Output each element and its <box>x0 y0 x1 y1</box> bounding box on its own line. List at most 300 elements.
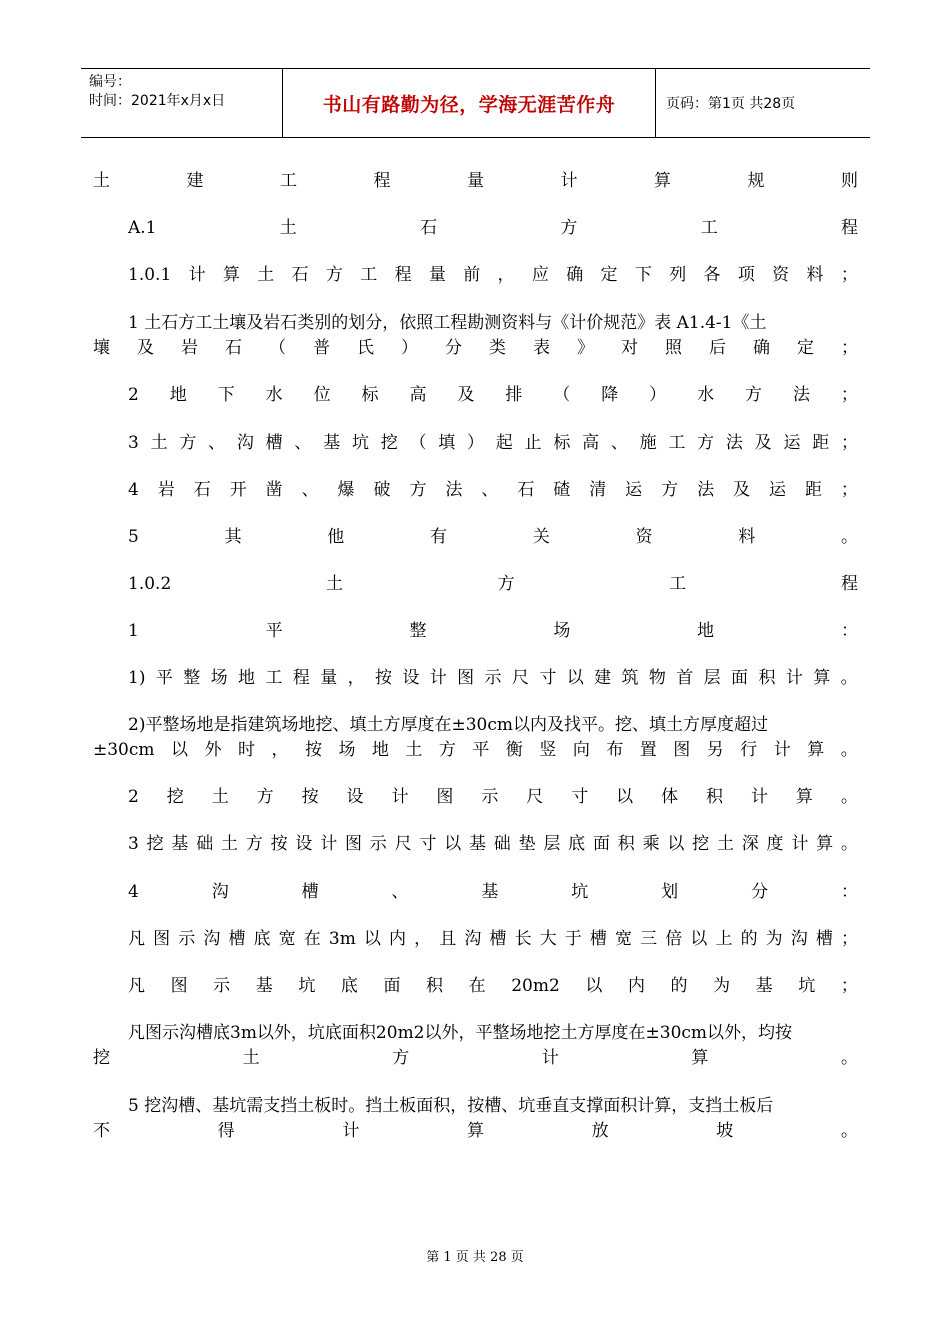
text-token: 平 <box>265 621 283 641</box>
text-token: 计 <box>188 265 206 285</box>
text-token: 算 <box>813 668 831 688</box>
text-token: 深 <box>741 834 759 854</box>
text-token: 沟 <box>464 929 482 949</box>
text-token: 算 <box>222 265 240 285</box>
text-token: 下 <box>634 265 652 285</box>
text-token: 示 <box>484 668 502 688</box>
text-token: 土 <box>716 834 734 854</box>
text-token: 2 <box>128 385 139 405</box>
text-token: 按 <box>374 668 392 688</box>
page-footer: 第 1 页 共 28 页 <box>426 1250 524 1265</box>
text-token: 1) <box>128 668 146 688</box>
text-token: 基 <box>255 976 273 996</box>
text-token: 槽 <box>589 929 607 949</box>
text-token: 距 <box>812 433 830 453</box>
text-token: 地 <box>371 740 389 760</box>
text-line <box>128 928 858 950</box>
text-token: 石 <box>225 338 242 358</box>
text-token: 。 <box>840 787 858 807</box>
text-token: 在 <box>468 976 486 996</box>
text-token: 计 <box>785 668 803 688</box>
text-token: 坡 <box>716 1121 734 1141</box>
text-token: 2 <box>128 787 139 807</box>
text-token: 整 <box>409 621 427 641</box>
text-line <box>128 526 858 548</box>
text-token: 照 <box>665 338 682 358</box>
text-line <box>128 217 858 239</box>
text-token: 以 <box>690 929 708 949</box>
text-token: 土 <box>93 171 110 191</box>
text-line: 5 挖沟槽、基坑需支挡土板时。挡土板面积，按槽、坑垂直支撑面积计算，支挡土板后 <box>128 1096 774 1116</box>
text-token: 方 <box>560 218 578 238</box>
text-token: 面 <box>592 834 610 854</box>
text-token: 资 <box>635 527 653 547</box>
text-token: 清 <box>589 480 607 500</box>
text-token: 放 <box>591 1121 609 1141</box>
text-token: 尺 <box>511 668 529 688</box>
text-token: 3 <box>128 834 139 854</box>
text-token: 场 <box>338 740 356 760</box>
text-token: 、 <box>481 480 499 500</box>
text-token: 以 <box>566 668 584 688</box>
text-token: 地 <box>238 668 256 688</box>
text-token: 有 <box>430 527 448 547</box>
text-token: 爆 <box>337 480 355 500</box>
text-token: 坑 <box>351 433 369 453</box>
text-token: 场 <box>553 621 571 641</box>
text-token: 图 <box>345 834 362 854</box>
text-token: ； <box>840 976 858 996</box>
text-token: 排 <box>505 385 523 405</box>
text-token: 分 <box>751 882 769 902</box>
text-token: ， <box>497 265 515 285</box>
text-token: 沟 <box>203 929 221 949</box>
text-token: ： <box>840 621 858 641</box>
text-token: 。 <box>840 527 858 547</box>
text-token: 平 <box>472 740 490 760</box>
text-line <box>128 975 858 997</box>
text-line <box>128 786 858 808</box>
text-token: 计 <box>391 787 409 807</box>
text-token: ） <box>649 385 667 405</box>
text-token: 以 <box>171 740 189 760</box>
text-token: 底 <box>568 834 586 854</box>
text-line: 1 土石方工土壤及岩石类别的划分，依照工程勘测资料与《计价规范》表 A1.4-1《土 <box>128 313 767 333</box>
text-token: 标 <box>553 433 571 453</box>
text-token: 计 <box>560 171 578 191</box>
text-token: 起 <box>495 433 513 453</box>
text-token: 图 <box>436 787 454 807</box>
text-token: 布 <box>606 740 624 760</box>
header-date-label: 时间：2021年x月x日 <box>89 93 226 109</box>
text-token: 及 <box>733 480 751 500</box>
text-token: 各 <box>703 265 721 285</box>
text-token: 3m <box>328 929 356 949</box>
text-token: 止 <box>524 433 542 453</box>
text-token: 计 <box>791 834 809 854</box>
text-token: 及 <box>457 385 475 405</box>
text-token: 法 <box>445 480 463 500</box>
text-token: 坑 <box>298 976 316 996</box>
text-token: 图 <box>673 740 691 760</box>
text-token: 的 <box>670 976 688 996</box>
header-meta <box>81 69 282 137</box>
text-token: 寸 <box>571 787 589 807</box>
text-token: 物 <box>648 668 666 688</box>
text-token: 工 <box>280 171 297 191</box>
text-token: 及 <box>137 338 154 358</box>
text-token: 设 <box>346 787 364 807</box>
text-token: 方 <box>392 1048 410 1068</box>
text-token: ； <box>841 338 858 358</box>
text-token: 按 <box>301 787 319 807</box>
text-token: 积 <box>758 668 776 688</box>
text-token: 计 <box>320 834 338 854</box>
text-line <box>93 1120 858 1142</box>
text-token: ， <box>347 668 365 688</box>
text-token: 内 <box>389 929 407 949</box>
text-token: 计 <box>342 1121 360 1141</box>
text-token: 划 <box>661 882 679 902</box>
text-token: 行 <box>740 740 758 760</box>
text-token: 槽 <box>228 929 246 949</box>
page-header <box>81 68 870 138</box>
text-token: 工 <box>668 433 686 453</box>
text-token: 计 <box>429 668 447 688</box>
text-line <box>128 833 858 855</box>
text-token: 外 <box>204 740 222 760</box>
text-token: 挖 <box>166 787 184 807</box>
text-token: 础 <box>493 834 511 854</box>
text-token: 4 <box>128 882 139 902</box>
text-token: 3 <box>128 433 139 453</box>
text-token: 工 <box>360 265 378 285</box>
text-token: 确 <box>566 265 584 285</box>
text-token: 运 <box>783 433 801 453</box>
text-token: 应 <box>531 265 549 285</box>
text-token: 图 <box>170 976 188 996</box>
text-token: 土 <box>242 1048 260 1068</box>
text-token: 基 <box>323 433 341 453</box>
text-token: 氏 <box>357 338 374 358</box>
text-token: 在 <box>303 929 321 949</box>
text-token: 水 <box>697 385 715 405</box>
text-token: 计 <box>541 1048 559 1068</box>
text-token: 以 <box>363 929 381 949</box>
text-token: ； <box>840 480 858 500</box>
text-token: 后 <box>709 338 726 358</box>
text-token: 寸 <box>539 668 557 688</box>
text-token: ； <box>840 265 858 285</box>
text-token: 以 <box>667 834 685 854</box>
text-token: 填 <box>438 433 456 453</box>
text-token: 壤 <box>93 338 110 358</box>
text-token: ， <box>414 929 432 949</box>
text-token: 为 <box>765 929 783 949</box>
text-token: 、 <box>391 882 409 902</box>
text-token: A.1 <box>128 218 157 238</box>
text-token: 、 <box>301 480 319 500</box>
text-token: 。 <box>840 740 858 760</box>
text-token: 按 <box>304 740 322 760</box>
text-token: 前 <box>463 265 481 285</box>
text-token: 度 <box>766 834 784 854</box>
text-token: 示 <box>178 929 196 949</box>
text-token: 1.0.1 <box>128 265 172 285</box>
header-motto: 书山有路勤为径，学海无涯苦作舟 <box>282 69 656 137</box>
text-token: 挖 <box>93 1048 110 1068</box>
text-token: 平 <box>155 668 173 688</box>
text-token: 方 <box>745 385 763 405</box>
text-token: 法 <box>725 433 743 453</box>
text-token: 程 <box>292 668 310 688</box>
text-token: 。 <box>840 834 858 854</box>
text-token: 方 <box>661 480 679 500</box>
text-token: 方 <box>438 740 456 760</box>
text-token: 衡 <box>505 740 523 760</box>
header-page-info: 页码：第1页 共28页 <box>666 96 796 112</box>
text-token: 关 <box>532 527 550 547</box>
text-token: 石 <box>193 480 211 500</box>
text-token: 图 <box>457 668 475 688</box>
text-token: 体 <box>661 787 679 807</box>
text-token: 施 <box>639 433 657 453</box>
text-token: 土 <box>279 218 297 238</box>
text-token: 示 <box>481 787 499 807</box>
text-token: 土 <box>211 787 229 807</box>
text-token: 时 <box>237 740 255 760</box>
text-token: 竖 <box>539 740 557 760</box>
text-token: 工 <box>700 218 718 238</box>
text-token: 、 <box>610 433 628 453</box>
text-token: 于 <box>564 929 582 949</box>
text-token: 程 <box>373 171 391 191</box>
text-token: 法 <box>697 480 715 500</box>
text-token: 为 <box>713 976 731 996</box>
text-token: 距 <box>804 480 822 500</box>
text-token: 以 <box>616 787 634 807</box>
text-token: 。 <box>840 1048 858 1068</box>
text-token: 层 <box>543 834 561 854</box>
text-token: 资 <box>772 265 790 285</box>
text-token: 碴 <box>553 480 571 500</box>
text-token: 宽 <box>615 929 633 949</box>
text-token: 分 <box>445 338 462 358</box>
text-token: 另 <box>706 740 724 760</box>
text-token: ： <box>840 882 858 902</box>
text-token: 岩 <box>157 480 175 500</box>
text-token: 整 <box>183 668 201 688</box>
text-token: 。 <box>840 1121 858 1141</box>
text-token: 示 <box>369 834 387 854</box>
header-number-label: 编号： <box>89 74 131 90</box>
text-line: 凡图示沟槽底3m以外，坑底面积20m2以外，平整场地挖土方厚度在±30cm以外，均按 <box>128 1023 793 1043</box>
text-token: 、 <box>294 433 312 453</box>
text-token: 类 <box>489 338 506 358</box>
text-token: 程 <box>394 265 412 285</box>
text-token: 列 <box>669 265 687 285</box>
text-token: 算 <box>795 787 813 807</box>
text-token: 场 <box>210 668 228 688</box>
text-token: 1 <box>128 621 139 641</box>
text-token: 槽 <box>489 929 507 949</box>
text-token: 、 <box>208 433 226 453</box>
text-token: 设 <box>402 668 420 688</box>
text-token: 计 <box>750 787 768 807</box>
text-token: ， <box>271 740 289 760</box>
text-token: 4 <box>128 480 139 500</box>
text-token: 规 <box>747 171 765 191</box>
text-token: 坑 <box>571 882 589 902</box>
text-token: 设 <box>295 834 313 854</box>
text-line <box>128 264 858 286</box>
text-token: 不 <box>93 1121 110 1141</box>
text-token: 》 <box>577 338 594 358</box>
text-token: 上 <box>715 929 733 949</box>
text-token: 其 <box>224 527 242 547</box>
text-token: 槽 <box>265 433 283 453</box>
text-token: 沟 <box>790 929 808 949</box>
text-token: 1.0.2 <box>128 574 172 594</box>
text-token: 算 <box>691 1048 709 1068</box>
text-token: 底 <box>253 929 271 949</box>
text-token: 表 <box>533 338 550 358</box>
text-token: 法 <box>792 385 810 405</box>
text-token: （ <box>269 338 286 358</box>
text-token: 算 <box>816 834 834 854</box>
text-token: 方 <box>256 787 274 807</box>
text-token: 方 <box>179 433 197 453</box>
text-token: 计 <box>773 740 791 760</box>
text-token: ； <box>840 433 858 453</box>
text-token: 对 <box>621 338 638 358</box>
text-token: 地 <box>169 385 187 405</box>
text-token: 向 <box>572 740 590 760</box>
text-token: 下 <box>217 385 235 405</box>
text-token: 底 <box>340 976 358 996</box>
text-line <box>128 620 858 642</box>
text-token: 方 <box>325 265 343 285</box>
text-token: 寸 <box>419 834 437 854</box>
text-token: 土 <box>405 740 423 760</box>
text-token: ； <box>841 929 858 949</box>
text-token: 槽 <box>301 882 319 902</box>
text-token: 积 <box>706 787 724 807</box>
text-token: 层 <box>703 668 721 688</box>
text-token: 沟 <box>211 882 229 902</box>
text-token: 则 <box>841 171 858 191</box>
text-token: ； <box>840 385 858 405</box>
text-token: 以 <box>585 976 603 996</box>
text-line <box>93 170 858 192</box>
text-token: 料 <box>738 527 756 547</box>
text-token: （ <box>553 385 571 405</box>
text-token: 土 <box>257 265 275 285</box>
text-token: 高 <box>582 433 600 453</box>
text-token: 项 <box>737 265 755 285</box>
text-token: 程 <box>840 574 858 594</box>
text-token: 基 <box>171 834 189 854</box>
text-token: 工 <box>265 668 283 688</box>
text-line: 2)平整场地是指建筑场地挖、填土方厚度在±30cm以内及找平。挖、填土方厚度超过 <box>128 715 768 735</box>
text-token: 地 <box>697 621 715 641</box>
text-token: 凿 <box>265 480 283 500</box>
text-token: 筑 <box>621 668 639 688</box>
text-token: 量 <box>467 171 484 191</box>
text-token: 算 <box>807 740 825 760</box>
text-token: 面 <box>383 976 401 996</box>
text-token: 普 <box>313 338 330 358</box>
text-line <box>93 739 858 761</box>
text-line <box>128 384 858 406</box>
text-token: 基 <box>755 976 773 996</box>
text-token: 破 <box>373 480 391 500</box>
text-token: 水 <box>265 385 283 405</box>
text-token: 建 <box>594 668 612 688</box>
text-token: 图 <box>153 929 171 949</box>
text-token: 得 <box>217 1121 235 1141</box>
text-token: 方 <box>409 480 427 500</box>
text-line <box>128 881 858 903</box>
text-token: 垫 <box>518 834 536 854</box>
text-token: 工 <box>669 574 687 594</box>
text-token: 挖 <box>380 433 398 453</box>
text-token: 定 <box>797 338 814 358</box>
text-token: 20m2 <box>511 976 560 996</box>
text-token: 量 <box>428 265 446 285</box>
text-token: 基 <box>468 834 486 854</box>
text-token: 置 <box>639 740 657 760</box>
text-line <box>128 667 858 689</box>
text-token: 以 <box>444 834 462 854</box>
text-token: 定 <box>600 265 618 285</box>
text-token: 面 <box>731 668 749 688</box>
text-token: 及 <box>754 433 772 453</box>
text-token: 石 <box>517 480 535 500</box>
text-token: 长 <box>514 929 532 949</box>
text-token: 开 <box>229 480 247 500</box>
text-token: 量 <box>320 668 338 688</box>
text-token: 位 <box>313 385 331 405</box>
text-token: 槽 <box>815 929 833 949</box>
text-line <box>128 479 858 501</box>
text-token: 且 <box>439 929 457 949</box>
text-token: 积 <box>617 834 635 854</box>
text-token: 石 <box>291 265 309 285</box>
text-token: 基 <box>481 882 499 902</box>
text-token: 算 <box>654 171 671 191</box>
text-token: 降 <box>601 385 619 405</box>
text-token: 尺 <box>526 787 544 807</box>
text-token: 程 <box>840 218 858 238</box>
text-line <box>128 573 858 595</box>
text-token: 挖 <box>692 834 710 854</box>
text-token: 大 <box>539 929 557 949</box>
text-token: 挖 <box>146 834 164 854</box>
text-token: 凡 <box>128 929 145 949</box>
text-token: ） <box>401 338 418 358</box>
text-token: 建 <box>186 171 204 191</box>
text-token: 积 <box>426 976 444 996</box>
text-token: 首 <box>676 668 694 688</box>
text-token: 高 <box>409 385 427 405</box>
text-token: 土 <box>150 433 168 453</box>
text-token: 尺 <box>394 834 412 854</box>
text-token: 运 <box>768 480 786 500</box>
text-token: 方 <box>697 433 715 453</box>
text-token: 土 <box>221 834 239 854</box>
text-token: 料 <box>806 265 824 285</box>
